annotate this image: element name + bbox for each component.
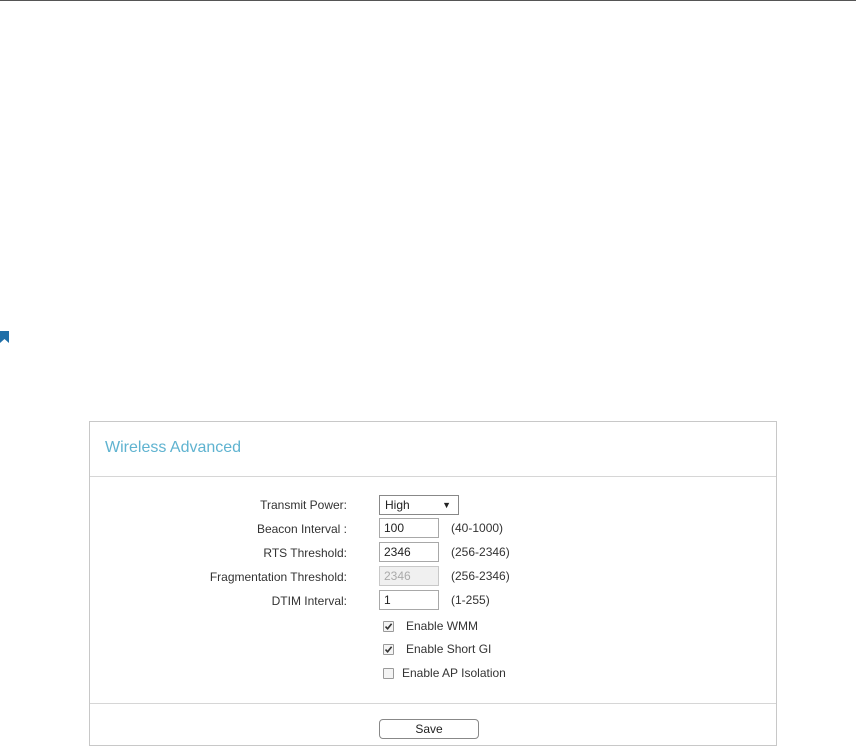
actions-divider — [90, 703, 776, 704]
dtim-interval-label: DTIM Interval: — [271, 594, 347, 608]
checkmark-icon — [384, 622, 393, 631]
dtim-interval-range: (1-255) — [451, 593, 490, 607]
beacon-interval-label: Beacon Interval : — [256, 522, 347, 536]
rts-threshold-range: (256-2346) — [451, 545, 510, 559]
dtim-interval-input[interactable] — [379, 590, 439, 610]
fragmentation-threshold-range: (256-2346) — [451, 569, 510, 583]
transmit-power-label: Transmit Power: — [260, 498, 347, 512]
top-divider — [0, 0, 856, 1]
transmit-power-select[interactable] — [379, 495, 459, 515]
rts-threshold-label: RTS Threshold: — [263, 546, 347, 560]
enable-wmm-checkbox[interactable] — [383, 621, 394, 632]
save-button[interactable]: Save — [379, 719, 479, 739]
fragmentation-threshold-label: Fragmentation Threshold: — [209, 570, 347, 584]
enable-ap-isolation-label: Enable AP Isolation — [402, 666, 506, 680]
checkmark-icon — [384, 645, 393, 654]
rts-threshold-input[interactable] — [379, 542, 439, 562]
enable-short-gi-checkbox[interactable] — [383, 644, 394, 655]
title-divider — [90, 476, 776, 477]
bookmark-icon — [0, 331, 9, 343]
fragmentation-threshold-input — [379, 566, 439, 586]
wireless-advanced-panel — [89, 421, 777, 746]
beacon-interval-range: (40-1000) — [451, 521, 504, 535]
dropdown-caret-icon: ▼ — [442, 500, 451, 510]
enable-ap-isolation-checkbox[interactable] — [383, 668, 394, 679]
beacon-interval-input[interactable] — [379, 518, 439, 538]
panel-title: Wireless Advanced — [105, 439, 242, 456]
enable-short-gi-label: Enable Short GI — [406, 642, 492, 656]
enable-wmm-label: Enable WMM — [406, 619, 479, 633]
transmit-power-value: High — [385, 498, 410, 512]
